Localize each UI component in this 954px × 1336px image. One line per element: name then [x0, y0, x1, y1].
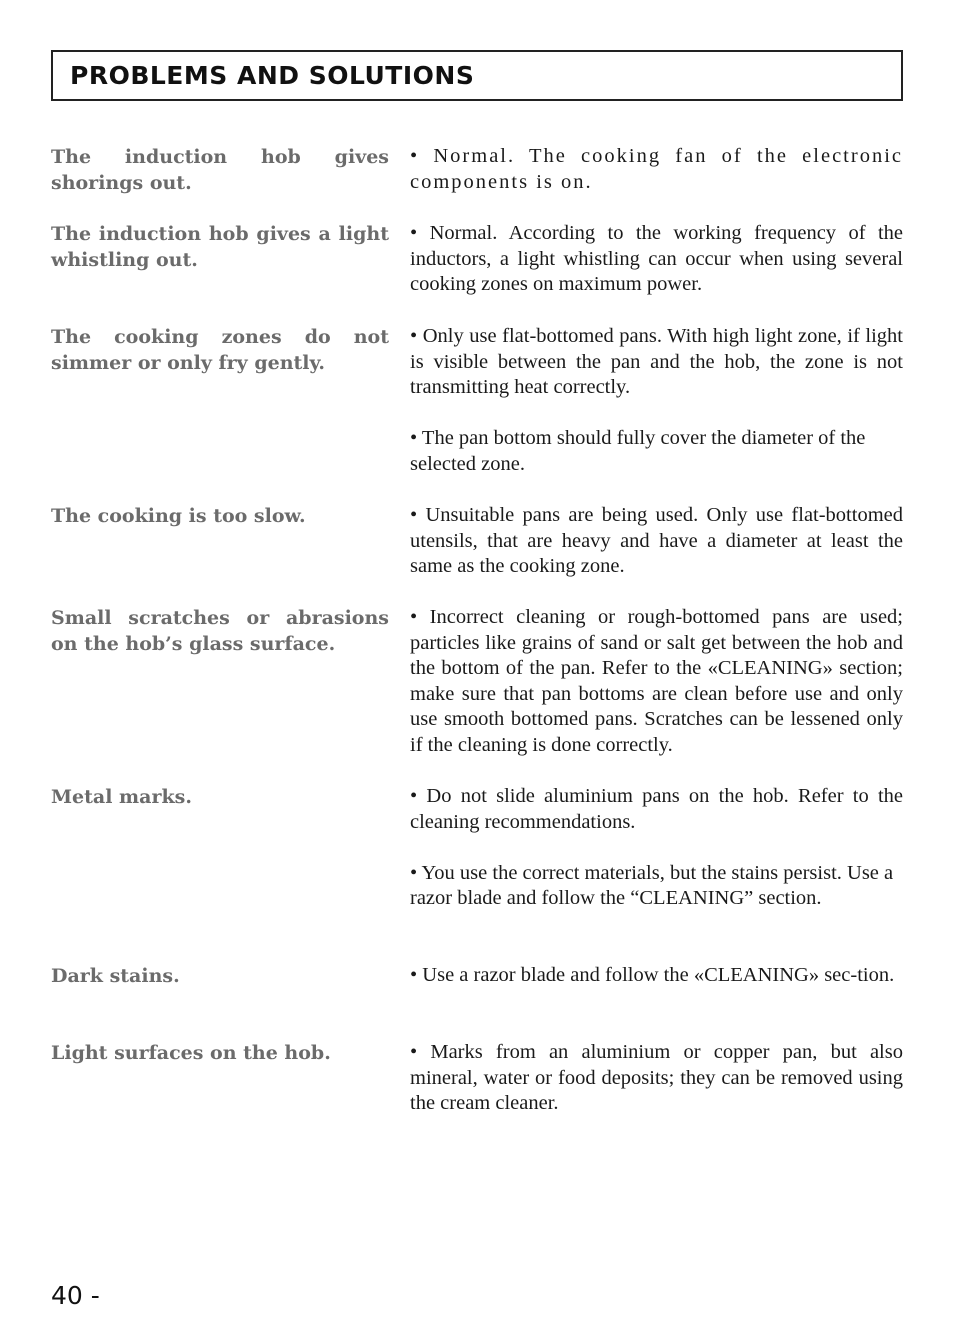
problem-text: The induction hob gives shorings out.: [51, 146, 389, 194]
page-title: PROBLEMS AND SOLUTIONS: [70, 61, 475, 90]
solution-paragraph: • Only use flat-bottomed pans. With high light zone, if light is visible between the pan and the hob, the zone is not transmitting heat correctly.: [410, 325, 903, 399]
solution-paragraph: • Use a razor blade and follow the «CLEANING» sec-tion.: [410, 964, 895, 986]
solution-paragraph: • Unsuitable pans are being used. Only use flat-bottomed utensils, that are heavy and have a diameter at least the same as the cooking zone.: [410, 504, 903, 578]
solution-text: [410, 144, 903, 195]
problem-text: The cooking is too slow.: [51, 505, 306, 527]
problem-text: The induction hob gives a light whistling out.: [51, 223, 389, 271]
problem-text: Light surfaces on the hob.: [51, 1042, 331, 1064]
solution-paragraph: • Incorrect cleaning or rough-bottomed pans are used; particles like grains of sand or salt get between the hob and the bottom of the pan. Refer to the «CLEANING» section; make sure that pan bottoms are clean before use and only use smooth bottomed pans. Scratches can be lessened only if the cleaning is done correctly.: [410, 606, 903, 756]
solution-paragraph: • Marks from an aluminium or copper pan, but also mineral, water or food deposits; they can be removed using the cream cleaner.: [410, 1041, 903, 1115]
solution-paragraph: • You use the correct materials, but the stains persist. Use a razor blade and follow the “CLEANING” section.: [410, 861, 894, 910]
problem-text: Metal marks.: [51, 786, 192, 808]
problem-text: Small scratches or abrasions on the hob’s glass surface.: [51, 607, 389, 655]
solution-text: [410, 324, 903, 478]
solution-paragraph: • Normal. According to the working frequency of the inductors, a light whistling can occur when using several cooking zones on maximum power.: [410, 222, 903, 296]
section-title-box: [51, 50, 903, 101]
solution-text: [410, 605, 903, 759]
solution-paragraph: • The pan bottom should fully cover the diameter of the selected zone.: [410, 427, 866, 475]
problem-text: Dark stains.: [51, 965, 180, 987]
solution-paragraph: • Do not slide aluminium pans on the hob. Refer to the cleaning recommendations.: [410, 785, 903, 833]
solution-text: [410, 1040, 903, 1117]
page-number: 40 -: [51, 1281, 100, 1310]
solution-text: [410, 784, 903, 912]
solution-text: [410, 503, 903, 580]
solution-text: [410, 221, 903, 298]
problem-text: The cooking zones do not simmer or only fry gently.: [51, 326, 389, 374]
solution-text: [410, 963, 903, 989]
solution-paragraph: • Normal. The cooking fan of the electronic components is on.: [410, 145, 903, 193]
